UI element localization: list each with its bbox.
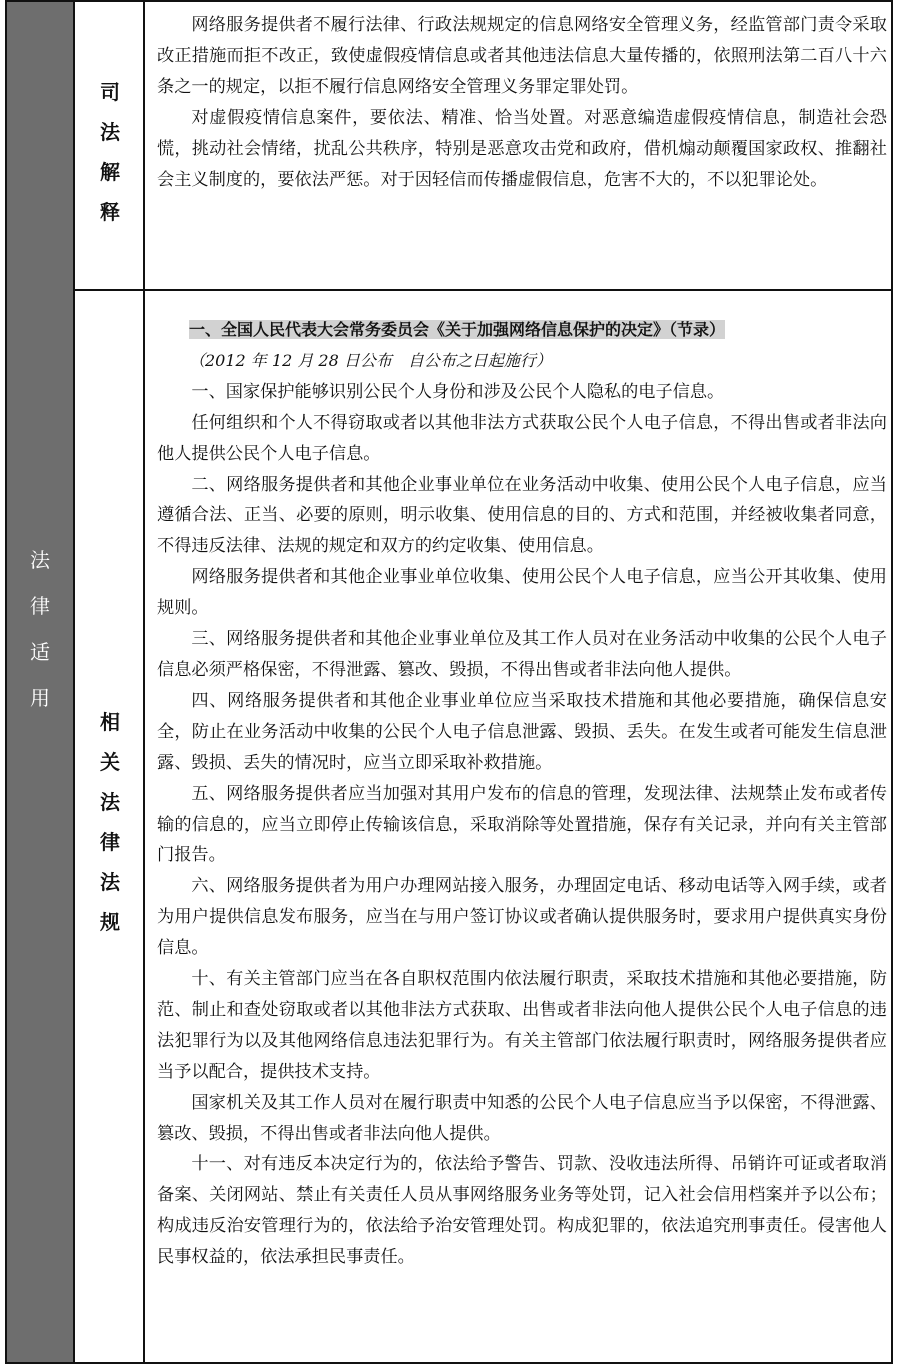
paragraph: 二、网络服务提供者和其他企业事业单位在业务活动中收集、使用公民个人电子信息，应当遵循合法、正当、必要的原则，明示收集、使用信息的目的、方式和范围，并经被收集者同意，不得违反法律、法规的规定和双方的约定收集、使用信息。 bbox=[157, 474, 887, 557]
related-laws-text bbox=[157, 315, 887, 1273]
category-char: 释 bbox=[100, 200, 120, 224]
side-column bbox=[7, 2, 75, 1362]
paragraph: 六、网络服务提供者为用户办理网站接入服务，办理固定电话、移动电话等入网手续，或者为用户提供信息发布服务，应当在与用户签订协议或者确认提供服务时，要求用户提供真实身份信息。 bbox=[157, 876, 887, 959]
decision-date: （2012 年 12 月 28 日公布 自公布之日起施行） bbox=[189, 350, 552, 370]
paragraph: 十一、对有违反本决定行为的，依法给予警告、罚款、没收违法所得、吊销许可证或者取消备案、关闭网站、禁止有关责任人员从事网络服务业务等处罚，记入社会信用档案并予以公布；构成违反治安管理行为的，依法给予治安管理处罚。构成犯罪的，依法追究刑事责任。侵害他人民事权益的，依法承担民事责任。 bbox=[157, 1154, 887, 1268]
category-char: 规 bbox=[100, 910, 120, 934]
section-label-char: 用 bbox=[30, 686, 50, 710]
category-char: 法 bbox=[100, 870, 120, 894]
paragraph: 网络服务提供者不履行法律、行政法规规定的信息网络安全管理义务，经监管部门责令采取改正措施而拒不改正，致使虚假疫情信息或者其他违法信息大量传播的，依照刑法第二百八十六条之一的规定，以拒不履行信息网络安全管理义务罪定罪处罚。 bbox=[157, 15, 887, 97]
section-label-char: 律 bbox=[30, 594, 50, 618]
column-divider bbox=[143, 2, 145, 1362]
paragraph: 十、有关主管部门应当在各自职权范围内依法履行职责，采取技术措施和其他必要措施，防范、制止和查处窃取或者以其他非法方式获取、出售或者非法向他人提供公民个人电子信息的违法犯罪行为以及其他网络信息违法犯罪行为。有关主管部门依法履行职责时，网络服务提供者应当予以配合，提供技术支持。 bbox=[157, 969, 887, 1082]
section-label-legal-application bbox=[7, 537, 73, 721]
paragraph: 五、网络服务提供者应当加强对其用户发布的信息的管理，发现法律、法规禁止发布或者传输的信息的，应当立即停止传输该信息，采取消除等处置措施，保存有关记录，并向有关主管部门报告。 bbox=[157, 783, 887, 866]
category-char: 法 bbox=[100, 120, 120, 144]
decision-heading-text: 一、全国人民代表大会常务委员会《关于加强网络信息保护的决定》（节录） bbox=[189, 320, 726, 339]
category-char: 法 bbox=[100, 790, 120, 814]
section-label-char: 法 bbox=[30, 548, 50, 572]
paragraph: 四、网络服务提供者和其他企业事业单位应当采取技术措施和其他必要措施，确保信息安全，防止在业务活动中收集的公民个人电子信息泄露、毁损、丢失。在发生或者可能发生信息泄露、毁损、丢失的情况时，应当立即采取补救措施。 bbox=[157, 690, 887, 773]
row-divider bbox=[75, 289, 891, 291]
paragraph: 对虚假疫情信息案件，要依法、精准、恰当处置。对恶意编造虚假疫情信息，制造社会恐慌，挑动社会情绪，扰乱公共秩序，特别是恶意攻击党和政府，借机煽动颠覆国家政权、推翻社会主义制度的，要依法严惩。对于因轻信而传播虚假信息，危害不大的，不以犯罪论处。 bbox=[157, 107, 887, 190]
paragraph: 一、国家保护能够识别公民个人身份和涉及公民个人隐私的电子信息。 bbox=[191, 381, 725, 402]
category-char: 司 bbox=[100, 80, 120, 104]
paragraph: 任何组织和个人不得窃取或者以其他非法方式获取公民个人电子信息，不得出售或者非法向他人提供公民个人电子信息。 bbox=[157, 412, 887, 464]
section-label-char: 适 bbox=[30, 640, 50, 664]
paragraph: 三、网络服务提供者和其他企业事业单位及其工作人员对在业务活动中收集的公民个人电子信息必须严格保密，不得泄露、篡改、毁损，不得出售或者非法向他人提供。 bbox=[157, 629, 887, 680]
category-char: 关 bbox=[100, 750, 120, 774]
category-char: 解 bbox=[100, 160, 120, 184]
category-judicial-interpretation bbox=[77, 72, 143, 232]
paragraph: 网络服务提供者和其他企业事业单位收集、使用公民个人电子信息，应当公开其收集、使用规则。 bbox=[157, 567, 887, 619]
category-related-laws bbox=[77, 702, 143, 942]
decision-heading bbox=[157, 315, 887, 346]
category-char: 律 bbox=[100, 830, 120, 854]
law-table bbox=[5, 0, 893, 1364]
category-char: 相 bbox=[100, 710, 120, 734]
judicial-interpretation-text bbox=[157, 10, 887, 195]
paragraph: 国家机关及其工作人员对在履行职责中知悉的公民个人电子信息应当予以保密，不得泄露、篡改、毁损，不得出售或者非法向他人提供。 bbox=[157, 1092, 887, 1144]
